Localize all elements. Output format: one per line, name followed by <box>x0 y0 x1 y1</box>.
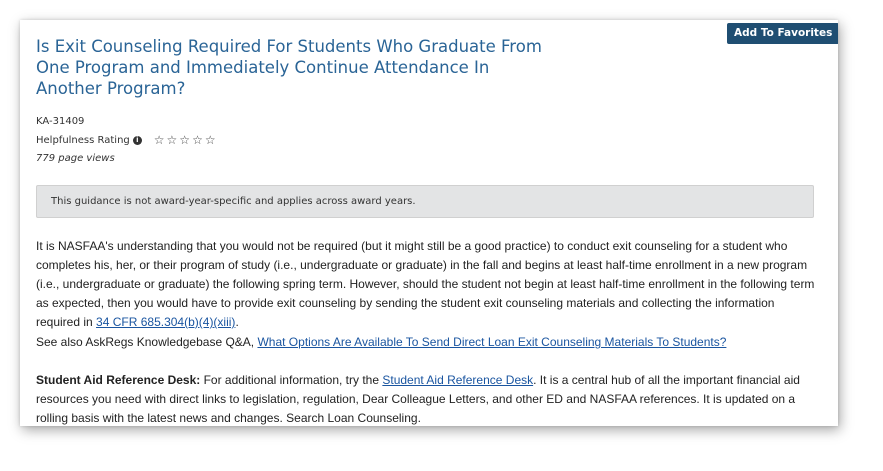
body-paragraph-3 <box>36 371 821 426</box>
star-icon[interactable]: ☆ <box>153 133 165 147</box>
body-paragraph-2 <box>36 333 821 352</box>
p3-text-2: . It is a central hub of all the important financial aid resources you need with direct links to legislation, regulation, Dear Colleague Letters, and other ED and NASFAA references. It is updated on a rolling basis with the latest news and changes. Search Loan Counseling. <box>36 373 800 425</box>
info-icon[interactable]: i <box>133 136 142 145</box>
star-icon[interactable]: ☆ <box>204 133 216 147</box>
reference-desk-link[interactable]: Student Aid Reference Desk <box>382 373 534 387</box>
cfr-link[interactable]: 34 CFR 685.304(b)(4)(xiii) <box>96 315 236 329</box>
rating-stars <box>154 134 216 146</box>
add-to-favorites-button[interactable]: Add To Favorites <box>727 23 838 44</box>
body-paragraph-1 <box>36 237 821 332</box>
p1-end: . <box>235 315 239 329</box>
star-icon[interactable]: ☆ <box>166 133 178 147</box>
page-views: 779 page views <box>36 153 115 164</box>
rating-label: Helpfulness Rating <box>36 134 130 146</box>
star-icon[interactable]: ☆ <box>192 133 203 147</box>
exit-counseling-options-link[interactable]: What Options Are Available To Send Direct Loan Exit Counseling Materials To Students? <box>257 335 727 349</box>
article-card <box>20 20 838 426</box>
article-title: Is Exit Counseling Required For Students Who Graduate From One Program and Immediately Continue Attendance In Another Program? <box>36 37 542 98</box>
star-icon[interactable]: ☆ <box>179 133 191 147</box>
p1-text: It is NASFAA's understanding that you would not be required (but it might still be a good practice) to conduct exit counseling for a student who completes his, her, or their program of study (i.e., undergraduate or graduate) in the fall and begins at least half-time enrollment in a new program (i.e., undergraduate or graduate) the following spring term. However, should the student not begin at least half-time enrollment in the following term as expected, then you would have to provide exit counseling by sending the student exit counseling materials and collecting the information required in <box>36 239 815 329</box>
p2-text: See also AskRegs Knowledgebase Q&A, <box>36 335 258 349</box>
award-year-notice: This guidance is not award-year-specific and applies across award years. <box>36 185 814 218</box>
helpfulness-rating <box>36 134 216 146</box>
reference-desk-heading: Student Aid Reference Desk: <box>36 373 201 387</box>
p3-text-1: For additional information, try the <box>200 373 383 387</box>
article-id: KA-31409 <box>36 116 85 127</box>
